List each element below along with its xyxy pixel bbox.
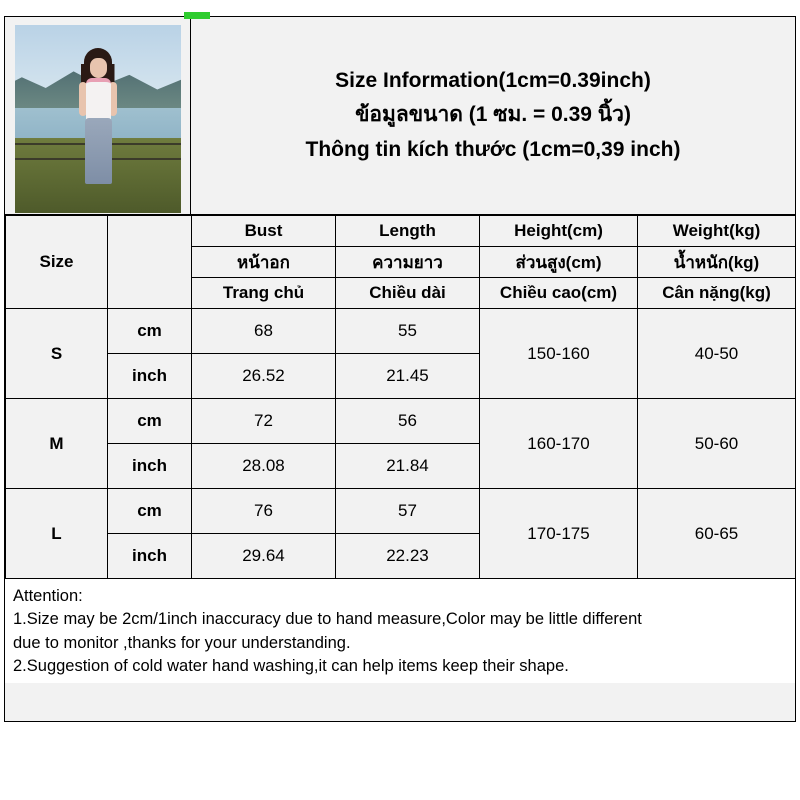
attention-heading: Attention: [13,587,83,605]
header-height-th: ส่วนสูง(cm) [480,247,638,278]
green-tab-marker [184,12,210,19]
size-chart-sheet [4,16,796,722]
size-table [5,215,796,579]
header-weight-vi: Cân nặng(kg) [638,278,796,309]
header-height-en: Height(cm) [480,216,638,247]
header-bust-vi: Trang chủ [192,278,336,309]
header-weight-th: น้ำหนัก(kg) [638,247,796,278]
row-s-height: 150-160 [480,309,638,399]
title-vietnamese: Thông tin kích thước (1cm=0,39 inch) [305,137,681,161]
table-header-row-en [6,216,796,247]
title-thai: ข้อมูลขนาด (1 ซม. = 0.39 นิ้ว) [355,103,631,127]
row-size-s: S [6,309,108,399]
product-photo [15,25,181,213]
row-l-length-cm: 57 [336,489,480,534]
row-s-bust-inch: 26.52 [192,354,336,399]
table-row [6,309,796,354]
row-l-bust-inch: 29.64 [192,534,336,579]
row-s-bust-cm: 68 [192,309,336,354]
row-s-length-inch: 21.45 [336,354,480,399]
header-unit-spacer [108,216,192,309]
row-l-bust-cm: 76 [192,489,336,534]
header-size-label: Size [6,216,108,309]
photo-model-jeans [85,118,112,184]
header-weight-en: Weight(kg) [638,216,796,247]
photo-model-face [90,58,107,78]
row-l-height: 170-175 [480,489,638,579]
row-m-length-inch: 21.84 [336,444,480,489]
attention-line-2: 2.Suggestion of cold water hand washing,it can help items keep their shape. [13,657,569,676]
table-row [6,399,796,444]
row-m-bust-cm: 72 [192,399,336,444]
header-bust-en: Bust [192,216,336,247]
row-size-m: M [6,399,108,489]
row-l-unit-cm: cm [108,489,192,534]
attention-line-1b: due to monitor ,thanks for your understanding. [13,633,351,652]
table-row [6,489,796,534]
row-l-weight: 60-65 [638,489,796,579]
row-m-height: 160-170 [480,399,638,489]
row-m-bust-inch: 28.08 [192,444,336,489]
product-photo-cell [5,17,191,214]
row-s-unit-inch: inch [108,354,192,399]
row-size-l: L [6,489,108,579]
row-m-length-cm: 56 [336,399,480,444]
row-m-weight: 50-60 [638,399,796,489]
row-l-unit-inch: inch [108,534,192,579]
row-m-unit-cm: cm [108,399,192,444]
photo-model [71,48,125,198]
attention-block [5,579,795,683]
header-height-vi: Chiều cao(cm) [480,278,638,309]
row-s-unit-cm: cm [108,309,192,354]
row-m-unit-inch: inch [108,444,192,489]
header-bust-th: หน้าอก [192,247,336,278]
header-length-th: ความยาว [336,247,480,278]
row-s-length-cm: 55 [336,309,480,354]
header-length-vi: Chiều dài [336,278,480,309]
row-s-weight: 40-50 [638,309,796,399]
row-l-length-inch: 22.23 [336,534,480,579]
chart-header [5,17,795,215]
header-length-en: Length [336,216,480,247]
title-block [191,17,795,214]
title-english: Size Information(1cm=0.39inch) [335,68,651,92]
attention-line-1a: 1.Size may be 2cm/1inch inaccuracy due to hand measure,Color may be little different [13,610,642,629]
